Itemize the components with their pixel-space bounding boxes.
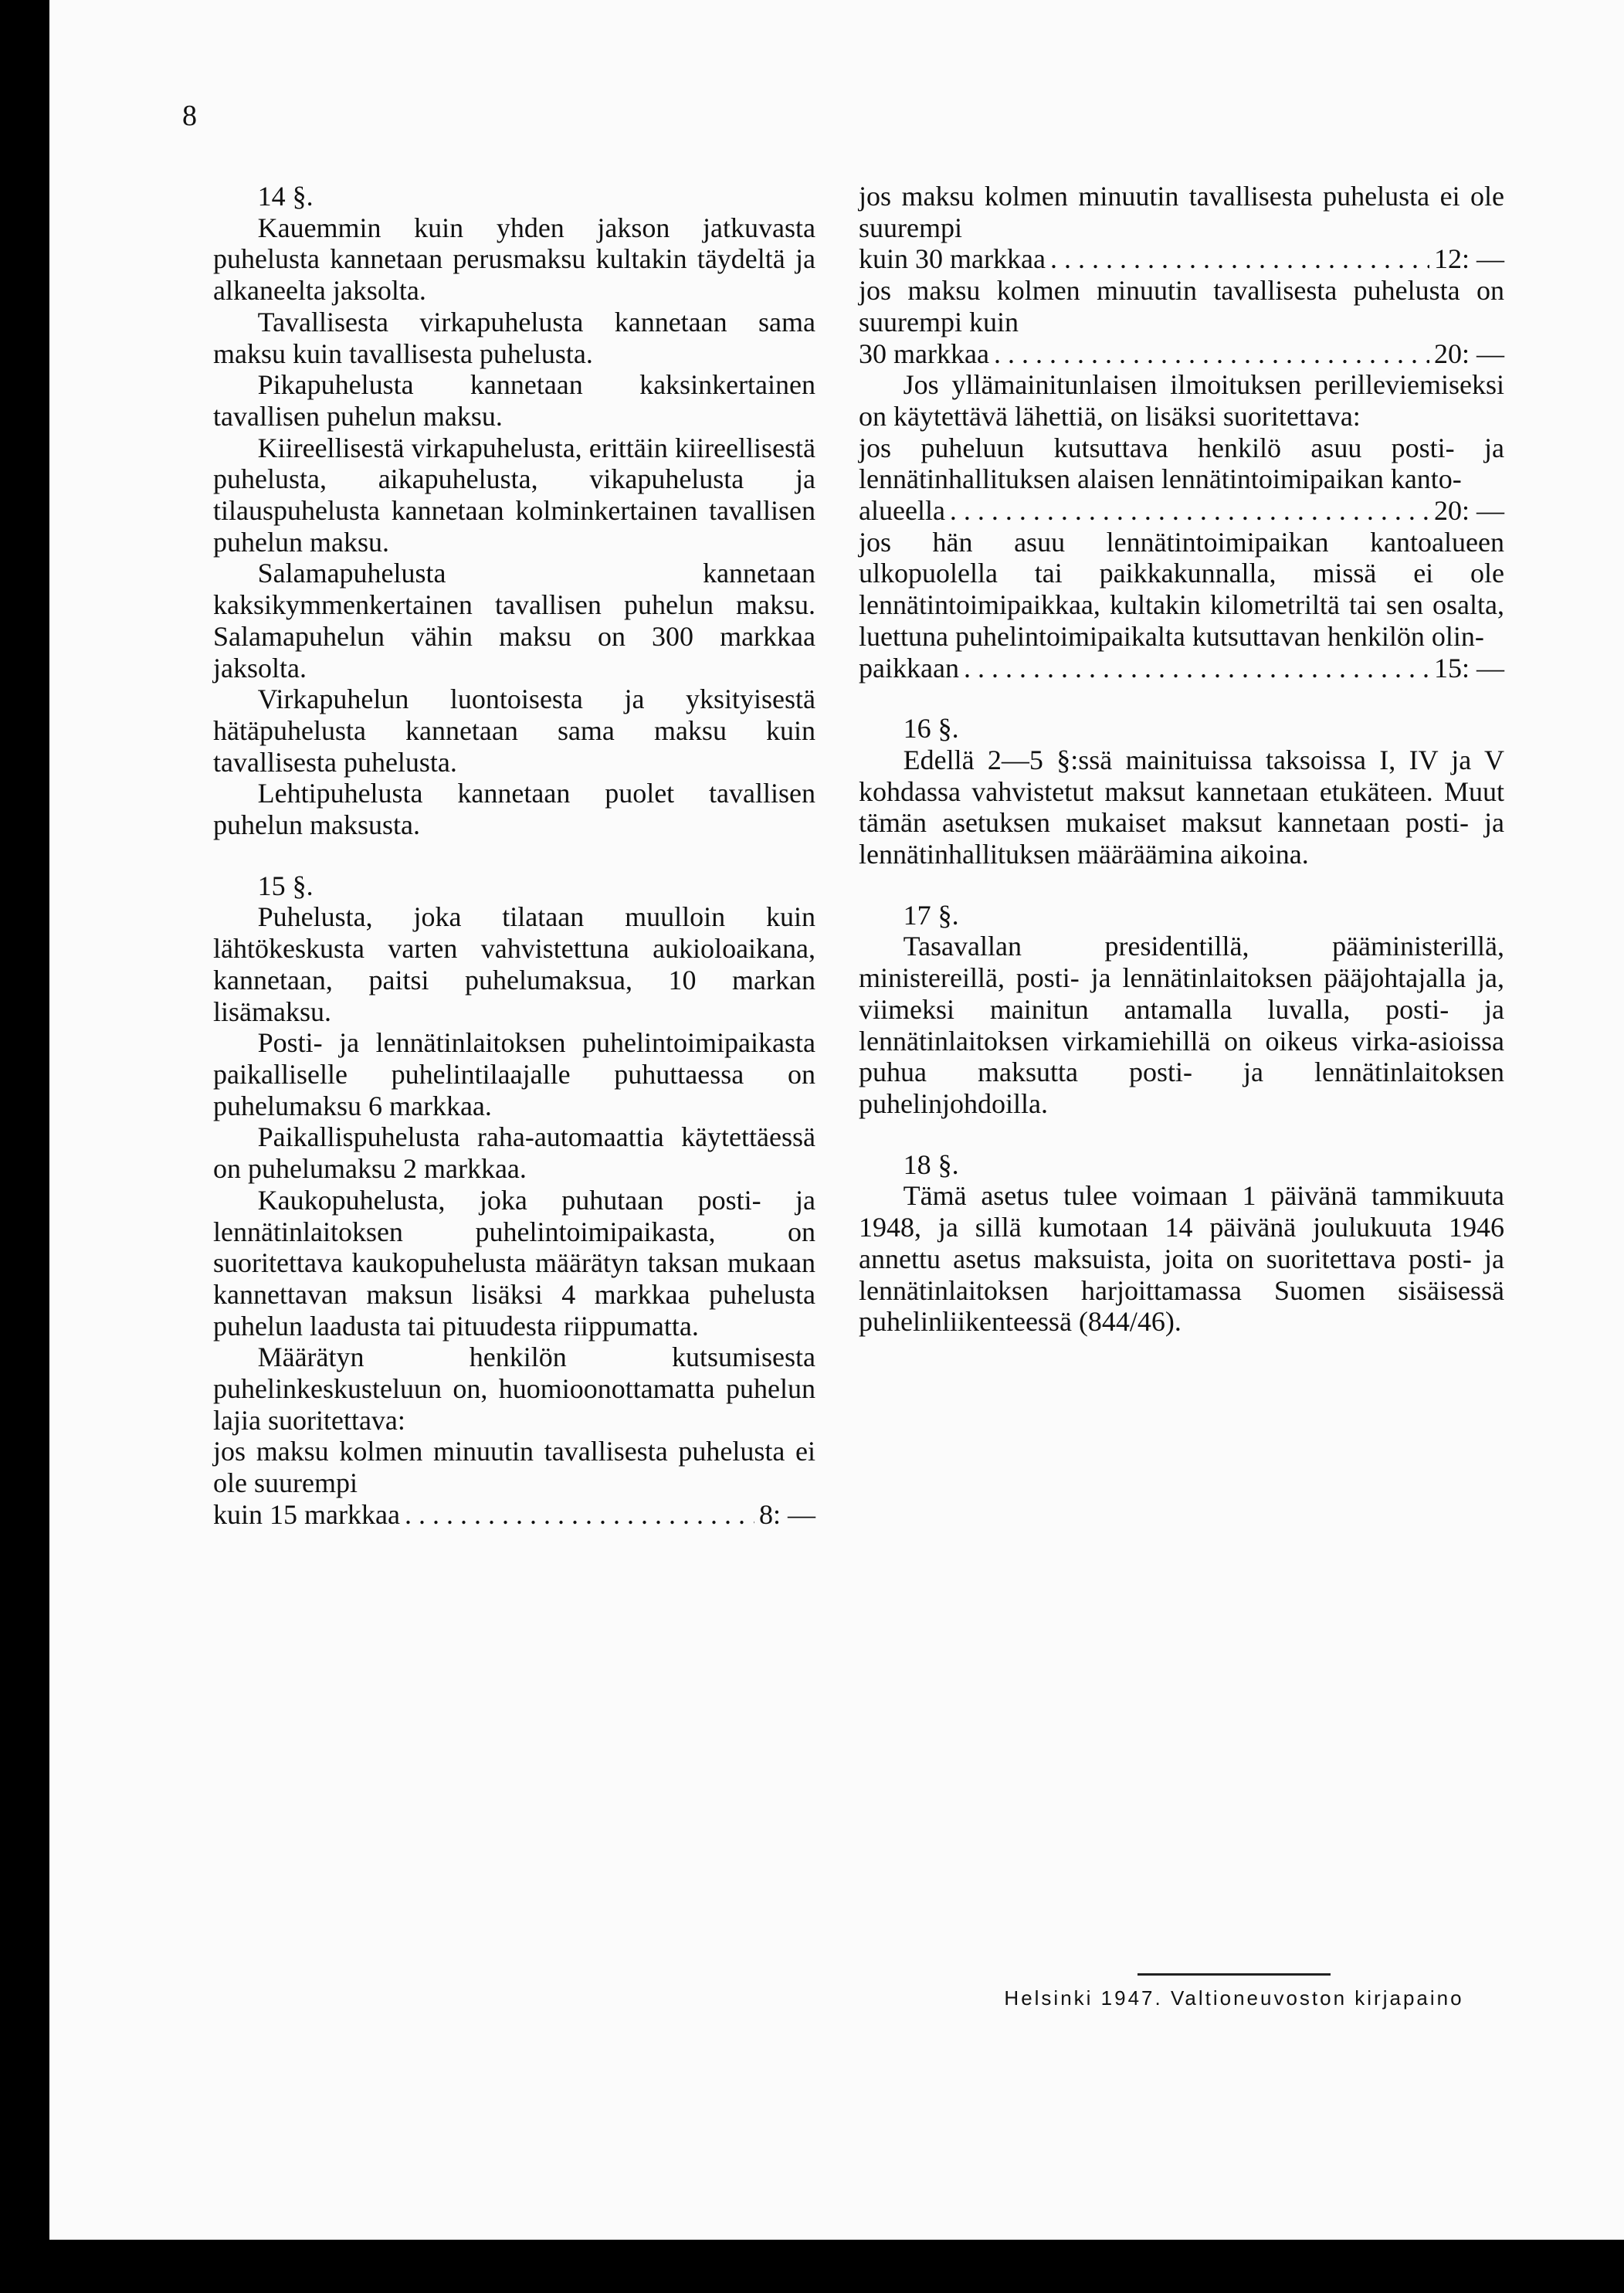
dot-leader <box>964 653 1429 684</box>
fee-condition: jos maksu kolmen minuutin tavallisesta puhelusta ei ole suurempi <box>859 181 1504 243</box>
fee-label: kuin 30 markkaa <box>859 243 1046 275</box>
section-15-paragraph: Määrätyn henkilön kutsumisesta puhelinkeskusteluun on, huomioonottamatta puhelun lajia suoritettava: <box>213 1342 815 1436</box>
section-18-heading: 18 §. <box>903 1148 959 1180</box>
fee-line <box>859 338 1504 370</box>
imprint-text: Helsinki 1947. Valtioneuvoston kirjapaino <box>1004 1986 1464 2010</box>
dot-leader <box>405 1499 754 1531</box>
section-14-paragraph: Kiireellisestä virkapuhelusta, erittäin kiireellisestä puhelusta, aikapuhelusta, vikapuhelusta ja tilauspuhelusta kannetaan kolminkertainen tavallisen puhelun maksu. <box>213 432 815 558</box>
section-18-paragraph: Tämä asetus tulee voimaan 1 päivänä tammikuuta 1948, ja sillä kumotaan 14 päivänä joulukuuta 1946 annettu asetus maksuista, joita on suoritettava posti- ja lennätinlaitoksen harjoittamassa Suomen sisäisessä puhelinliikenteessä (844/46). <box>859 1180 1504 1338</box>
dot-leader <box>1050 243 1429 275</box>
section-17-heading: 17 §. <box>903 899 959 931</box>
fee-line <box>213 1499 815 1531</box>
fee-amount: 20: — <box>1433 495 1504 527</box>
section-15-paragraph: Puhelusta, joka tilataan muulloin kuin lähtökeskusta varten vahvistettuna aukioloaikana, kannetaan, paitsi puhelumaksua, 10 markan lisämaksu. <box>213 901 815 1027</box>
fee-entry <box>213 1436 815 1530</box>
messenger-notice: Jos yllämainitunlaisen ilmoituksen perilleviemiseksi on käytettävä lähettiä, on lisäksi suoritettava: <box>859 369 1504 432</box>
fee-amount: 8: — <box>758 1498 815 1530</box>
fee-amount: 12: — <box>1433 243 1504 275</box>
fee-line <box>859 243 1504 275</box>
section-14-paragraph: Lehtipuhelusta kannetaan puolet tavallisen puhelun maksusta. <box>213 778 815 841</box>
section-14-paragraph: Tavallisesta virkapuhelusta kannetaan sama maksu kuin tavallisesta puhelusta. <box>213 306 815 369</box>
section-14-paragraph: Virkapuhelun luontoisesta ja yksityisestä hätäpuhelusta kannetaan sama maksu kuin tavallisesta puhelusta. <box>213 683 815 778</box>
fee-entry <box>859 527 1504 684</box>
section-15-paragraph: Paikallispuhelusta raha-automaattia käytettäessä on puhelumaksu 2 markkaa. <box>213 1121 815 1185</box>
fee-label: alueella <box>859 495 945 527</box>
section-15-paragraph: Kaukopuhelusta, joka puhutaan posti- ja lennätinlaitoksen puhelintoimipaikasta, on suoritettava kaukopuhelusta määrätyn taksan mukaan kannettavan maksun lisäksi 4 markkaa puhelusta puhelun laadusta tai pituudesta riippumatta. <box>213 1184 815 1342</box>
section-15-paragraph: Posti- ja lennätinlaitoksen puhelintoimipaikasta paikalliselle puhelintilaajalle puhuttaessa on puhelumaksu 6 markkaa. <box>213 1027 815 1121</box>
fee-amount: 15: — <box>1433 652 1504 683</box>
dot-leader <box>994 338 1429 370</box>
fee-entry <box>859 275 1504 369</box>
left-column <box>213 181 815 1531</box>
footer-rule <box>1137 1973 1331 1976</box>
dot-leader <box>950 495 1429 527</box>
section-15-heading: 15 §. <box>257 870 314 901</box>
fee-label: paikkaan <box>859 652 959 683</box>
section-14-paragraph: Kauemmin kuin yhden jakson jatkuvasta puhelusta kannetaan perusmaksu kultakin täydeltä ja alkaneelta jaksolta. <box>213 212 815 307</box>
page-number: 8 <box>182 100 198 132</box>
section-14-paragraph: Salamapuhelusta kannetaan kaksikymmenkertainen tavallisen puhelun maksu. Salamapuhelun vähin maksu on 300 markkaa jaksolta. <box>213 558 815 683</box>
section-14-heading: 14 §. <box>257 181 314 212</box>
right-column <box>859 181 1504 1338</box>
fee-line <box>859 495 1504 527</box>
section-14-paragraph: Pikapuhelusta kannetaan kaksinkertainen tavallisen puhelun maksu. <box>213 369 815 432</box>
fee-condition: jos hän asuu lennätintoimipaikan kantoalueen ulkopuolella tai paikkakunnalla, missä ei ole lennätintoimipaikkaa, kultakin kilometriltä tai sen osalta, luettuna puhelintoimipaikalta kutsuttavan henkilön olin- <box>859 526 1504 652</box>
section-17-paragraph: Tasavallan presidentillä, pääministerillä, ministereillä, posti- ja lennätinlaitoksen pääjohtajalla ja, viimeksi mainitun antamalla luvalla, posti- ja lennätinlaitoksen virkamiehillä on oikeus virka-asioissa puhua maksutta posti- ja lennätinlaitoksen puhelinjohdoilla. <box>859 931 1504 1119</box>
fee-entry <box>859 181 1504 275</box>
fee-condition: jos maksu kolmen minuutin tavallisesta puhelusta ei ole suurempi <box>213 1436 815 1499</box>
section-16-paragraph: Edellä 2—5 §:ssä mainituissa taksoissa I, IV ja V kohdassa vahvistetut maksut kannetaan etukäteen. Muut tämän asetuksen mukaiset maksut kannetaan posti- ja lennätinhallituksen määräämina aikoina. <box>859 744 1504 870</box>
printer-imprint <box>902 1973 1566 2010</box>
fee-label: kuin 15 markkaa <box>213 1498 400 1530</box>
fee-amount: 20: — <box>1433 338 1504 369</box>
fee-line <box>859 653 1504 684</box>
fee-condition: jos maksu kolmen minuutin tavallisesta puhelusta on suurempi kuin <box>859 275 1504 338</box>
fee-condition: jos puheluun kutsuttava henkilö asuu posti- ja lennätinhallituksen alaisen lennätintoimipaikan kanto- <box>859 432 1504 495</box>
section-16-heading: 16 §. <box>903 713 959 745</box>
fee-entry <box>859 432 1504 527</box>
scan-border <box>0 2240 1624 2293</box>
fee-label: 30 markkaa <box>859 338 989 369</box>
